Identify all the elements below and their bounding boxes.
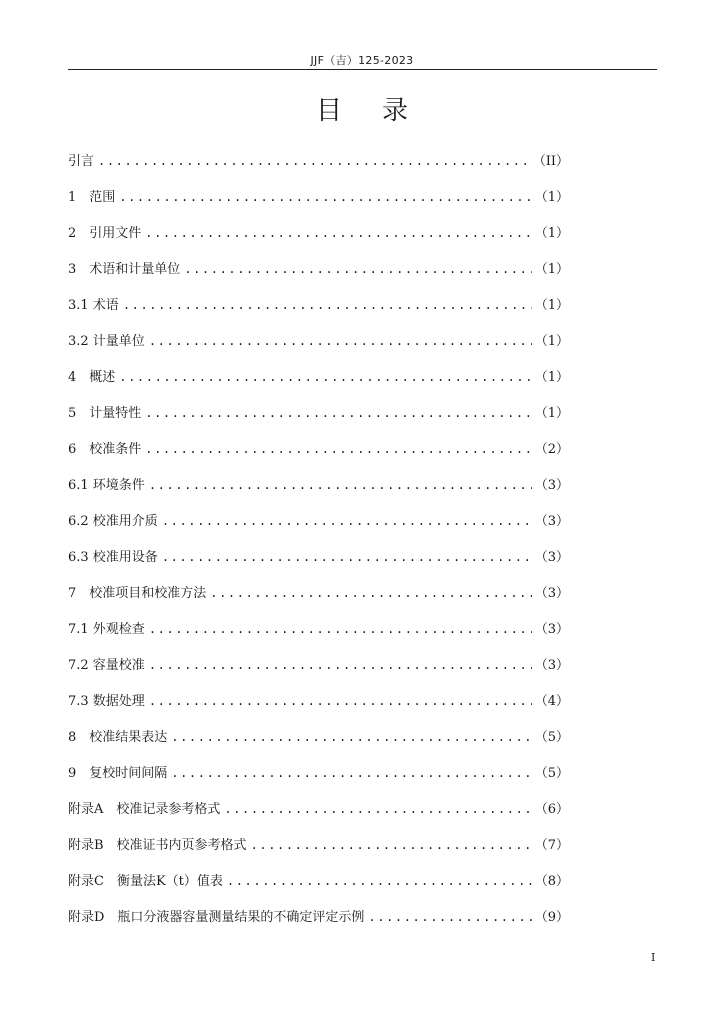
toc-entry [68, 510, 569, 546]
toc-entry [68, 330, 569, 366]
toc-entry-label: 附录D 瓶口分液器容量测量结果的不确定评定示例 [68, 910, 365, 925]
toc-dot-leader [184, 262, 531, 276]
toc-entry-label: 4 概述 [68, 370, 116, 385]
toc-entry-label: 7.2 容量校准 [68, 658, 145, 673]
toc-dot-leader [171, 730, 531, 744]
toc-entry [68, 546, 569, 582]
toc-dot-leader [171, 766, 531, 780]
toc-entry-label: 6.1 环境条件 [68, 478, 145, 493]
toc-entry [68, 438, 569, 474]
toc-entry-label: 3 术语和计量单位 [68, 262, 181, 277]
toc-entry [68, 366, 569, 402]
toc-dot-leader [98, 154, 530, 168]
toc-entry-page: （3） [534, 514, 569, 529]
toc-dot-leader [149, 478, 532, 492]
toc-entry-page: （4） [534, 694, 569, 709]
toc-dot-leader [145, 226, 531, 240]
toc-entry-page: （1） [534, 298, 569, 313]
toc-dot-leader [145, 442, 531, 456]
toc-entry [68, 474, 569, 510]
toc-entry-label: 1 范围 [68, 190, 116, 205]
toc-entry-page: （1） [534, 190, 569, 205]
toc-entry [68, 870, 569, 906]
toc-entry-label: 2 引用文件 [68, 226, 142, 241]
toc-dot-leader [162, 514, 532, 528]
toc-entry-page: （3） [534, 658, 569, 673]
toc-entry [68, 834, 569, 870]
toc-entry-label: 9 复校时间间隔 [68, 766, 168, 781]
toc-entry [68, 186, 569, 222]
toc-entry-label: 7.3 数据处理 [68, 694, 145, 709]
toc-entry-label: 7 校准项目和校准方法 [68, 586, 207, 601]
toc-title: 目录 [315, 96, 448, 126]
toc-entry-label: 引言 [68, 154, 95, 169]
toc-entry-page: （1） [534, 406, 569, 421]
header-divider [68, 69, 657, 70]
toc-entry [68, 798, 569, 834]
toc-entry-page: （9） [534, 910, 569, 925]
toc-dot-leader [149, 658, 532, 672]
toc-entry-page: （3） [534, 586, 569, 601]
toc-entry-page: （1） [534, 334, 569, 349]
toc-entry-page: （3） [534, 622, 569, 637]
page-number: I [651, 951, 656, 964]
toc-entry [68, 726, 569, 762]
toc-entry-page: （3） [534, 478, 569, 493]
toc-entry-page: （1） [534, 262, 569, 277]
toc-dot-leader [119, 370, 531, 384]
toc-entry-label: 6 校准条件 [68, 442, 142, 457]
toc-dot-leader [227, 874, 532, 888]
toc-entry [68, 906, 569, 942]
toc-entry-page: （7） [534, 838, 569, 853]
toc-entry-label: 7.1 外观检查 [68, 622, 145, 637]
toc-entry-page: （1） [534, 370, 569, 385]
toc-dot-leader [251, 838, 532, 852]
toc-entry-page: （8） [534, 874, 569, 889]
toc-entry-label: 附录B 校准证书内页参考格式 [68, 838, 247, 853]
toc-dot-leader [368, 910, 531, 924]
toc-entry-label: 5 计量特性 [68, 406, 142, 421]
toc-entry [68, 222, 569, 258]
toc-dot-leader [145, 406, 531, 420]
toc-dot-leader [119, 190, 531, 204]
toc-dot-leader [224, 802, 531, 816]
toc-entry [68, 294, 569, 330]
toc-entry-label: 附录C 衡量法K（t）值表 [68, 874, 223, 889]
toc-entry [68, 402, 569, 438]
table-of-contents [68, 150, 569, 942]
toc-entry-label: 3.1 术语 [68, 298, 119, 313]
toc-dot-leader [149, 694, 532, 708]
standard-code-header: JJF（吉）125-2023 [310, 54, 414, 67]
toc-entry-page: （5） [534, 730, 569, 745]
toc-dot-leader [123, 298, 532, 312]
toc-entry-label: 6.2 校准用介质 [68, 514, 158, 529]
toc-entry-page: （2） [534, 442, 569, 457]
toc-entry-label: 3.2 计量单位 [68, 334, 145, 349]
toc-entry-label: 8 校准结果表达 [68, 730, 168, 745]
toc-dot-leader [149, 622, 532, 636]
toc-entry [68, 150, 569, 186]
toc-entry-page: （5） [534, 766, 569, 781]
toc-entry-page: （3） [534, 550, 569, 565]
toc-entry-label: 6.3 校准用设备 [68, 550, 158, 565]
toc-entry [68, 762, 569, 798]
toc-dot-leader [162, 550, 532, 564]
toc-entry-page: （1） [534, 226, 569, 241]
toc-entry [68, 654, 569, 690]
toc-dot-leader [149, 334, 532, 348]
toc-entry [68, 582, 569, 618]
toc-entry [68, 690, 569, 726]
toc-entry-label: 附录A 校准记录参考格式 [68, 802, 221, 817]
toc-entry [68, 258, 569, 294]
toc-dot-leader [210, 586, 531, 600]
toc-entry [68, 618, 569, 654]
toc-entry-page: （II） [532, 154, 569, 169]
toc-entry-page: （6） [534, 802, 569, 817]
